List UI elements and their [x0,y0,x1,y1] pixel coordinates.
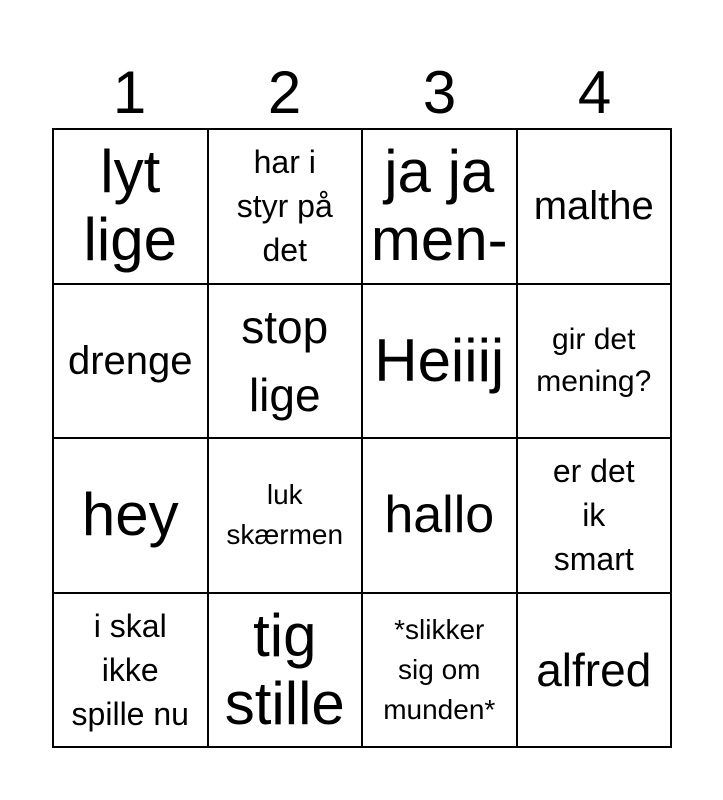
bingo-cell[interactable] [517,593,672,748]
bingo-cell[interactable] [517,438,672,593]
cell-text: drenge [67,338,193,383]
bingo-cell[interactable] [208,129,363,284]
column-number-3: 3 [422,59,457,126]
bingo-cell[interactable] [208,284,363,439]
cell-text: stop lige [241,300,329,421]
bingo-cell[interactable] [517,129,672,284]
bingo-cell[interactable] [208,593,363,748]
column-number-4: 4 [577,59,612,126]
cell-text: alfred [536,643,652,696]
bingo-cell[interactable] [53,129,208,284]
bingo-cell[interactable] [362,284,517,439]
cell-text: hallo [384,486,495,545]
cell-text: i skal ikke spille nu [71,607,189,732]
bingo-cell[interactable] [362,593,517,748]
cell-text: hey [81,481,179,549]
cell-text: lyt lige [83,138,177,274]
bingo-cell[interactable] [362,438,517,593]
cell-text: malthe [533,184,654,229]
cell-text: Heiiij [374,326,505,394]
cell-text: er det ik smart [552,453,635,578]
bingo-grid [52,128,672,748]
cell-text: ja ja men- [370,138,508,274]
bingo-cell[interactable] [208,438,363,593]
cell-text: tig stille [224,601,345,737]
bingo-cell[interactable] [53,593,208,748]
bingo-cell[interactable] [517,284,672,439]
bingo-cell[interactable] [53,438,208,593]
cell-text: gir det mening? [536,322,652,398]
column-number-1: 1 [112,59,147,126]
bingo-cell[interactable] [53,284,208,439]
cell-text: *slikker sig om munden* [383,613,496,725]
bingo-cell[interactable] [362,129,517,284]
column-header [52,58,672,128]
column-number-2: 2 [267,59,302,126]
cell-text: luk skærmen [226,479,344,551]
cell-text: har i styr på det [236,144,333,269]
